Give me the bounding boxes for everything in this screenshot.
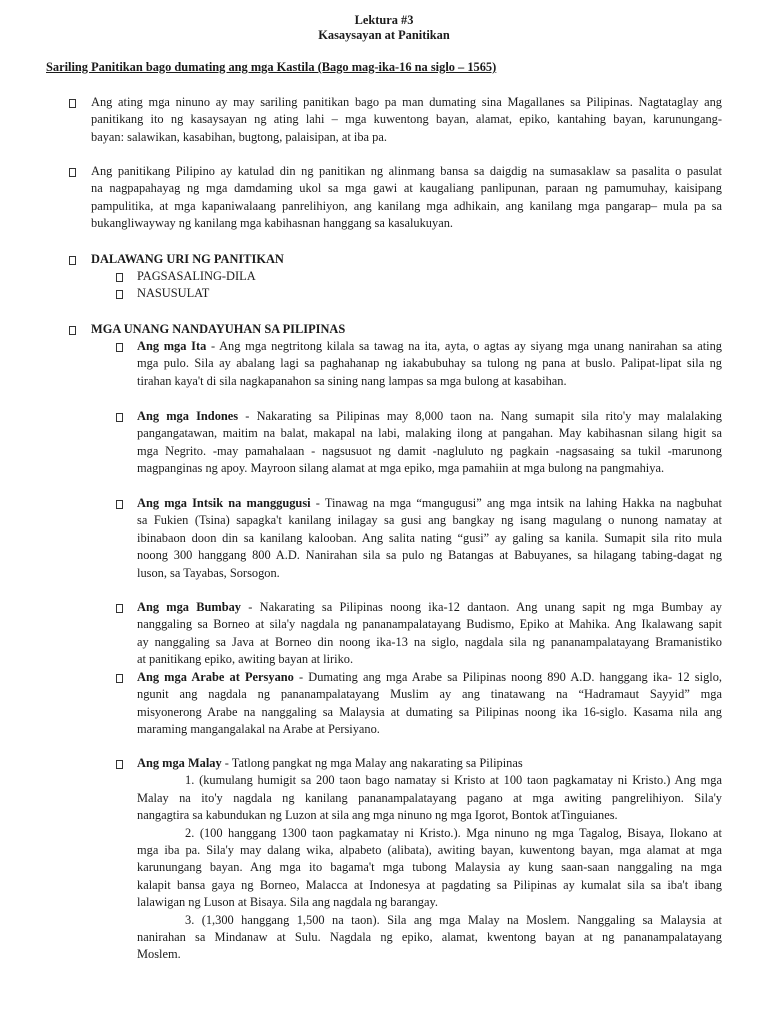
text-line: nangagtira sa kabundukan ng Luzon at sila ang mga ninuno ng mga Igorot, Bontok atTinguianes.: [137, 808, 618, 823]
malay-intro: - Tatlong pangkat ng mga Malay ang nakarating sa Pilipinas: [221, 756, 523, 770]
text-line: Moslem.: [137, 947, 181, 962]
arabe-paragraph: [137, 669, 722, 739]
text-line: ngunit ang nagdala ng pananampalatayang Muslim ay ang tinatawang na “Hadramaut Sayyid” mga: [137, 687, 722, 702]
lecture-title: Lektura #3: [354, 13, 414, 27]
ita-paragraph: [137, 338, 722, 390]
intsik-paragraph: [137, 495, 722, 582]
text-line: panitikang ito ng kasaysayan ng ating lahi – mga kuwentong bayan, alamat, epiko, kantahing bayan, karunungang-: [91, 112, 722, 127]
text-line: mga iba pa. Sila'y may dalang wika, alpabeto (alibata), awiting bayan, kuwentong bayan, mga alamat at mga: [137, 843, 722, 858]
text-line: Ang ating mga ninuno ay may sariling panitikan bago pa man dumating sina Magallanes sa Pilipinas. Nagtataglay ang: [91, 95, 722, 109]
text-line: bukangliwayway ng kanilang mga kabihasnan hanggang sa kasalukuyan.: [91, 216, 453, 231]
text-line: misyonerong Arabe na nanggaling sa Malaysia at dumating sa Pilipinas noong ika 16-siglo. Kasama nila ang: [137, 704, 722, 719]
bullet-icon: [69, 168, 76, 177]
text-line: lalawigan ng Luson at Bisaya. Sila ang nagdala ng barangay.: [137, 895, 438, 910]
text-line: karunungang bayan. Ang mga ito bagama't mga tubong Malaysia ay kung saan-saan nanggaling na mga: [137, 860, 722, 875]
sub-bullet-icon: [116, 343, 123, 352]
text-line: - Nakarating sa Pilipinas may 8,000 taon na. Nang sumapit sila rito'y may malalaking: [238, 409, 722, 423]
uri-item-nasusulat: NASUSULAT: [137, 286, 210, 300]
text-line: kalapit bansa gaya ng Borneo, Malacca at Indonesya at pagdating sa Pilipinas ay kumalat sila sa iba't ibang: [137, 877, 722, 892]
intsik-name: Ang mga Intsik na manggugusi: [137, 496, 311, 510]
text-line: tirahan kaya't di sila nagkapanahon sa sining nang lampas sa mga bulong at kasabihan.: [137, 373, 567, 388]
bullet-icon: [69, 256, 76, 265]
sub-bullet-icon: [116, 760, 123, 769]
sub-bullet-icon: [116, 500, 123, 509]
arabe-name: Ang mga Arabe at Persyano: [137, 670, 294, 684]
text-line: bayan: salawikan, kasabihan, bugtong, palaisipan, at iba pa.: [91, 129, 387, 144]
text-line: magpanginas ng apoy. Mayroon silang alamat at mga epiko, mga pamahiin at mga bulong na pangmahiya.: [137, 461, 665, 476]
text-line: pangangatawan, maitim na balat, makapal na labi, malaking ilong at pangahan. May kabihasnan silang higit sa: [137, 426, 722, 441]
text-line: - Ang mga negtritong kilala sa tawag na ita, ayta, o agtas ay siyang mga unang nanirahan sa ating: [206, 339, 723, 353]
text-line: na nagpapahayag ng mga damdaming ukol sa mga gawi at kaugaliang panlipunan, paraan ng pamumuhay, kaisipang: [91, 181, 722, 196]
sub-bullet-icon: [116, 674, 123, 683]
text-line: ibinabaon doon din sa kanilang kalooban. Ang salita nating “gusi” ay galing sa kanila. Sumapit sila rito mula: [137, 530, 722, 545]
ita-name: Ang mga Ita: [137, 339, 207, 353]
text-line: - Nakarating sa Pilipinas noong ika-12 dantaon. Ang unang sapit ng mga Bumbay ay: [241, 600, 722, 614]
malay-paragraph: [137, 755, 722, 964]
text-line: nanggaling sa Borneo at sila'y nagdala ng pananampalatayang Budismo, Epiko at Mahika. Ang Ikalawang sapit: [137, 617, 722, 632]
text-line: luson, sa Tayabas, Sorsogon.: [137, 565, 280, 580]
text-line: mga Negrito. -may pamahalaan - nagsusuot ng damit -nagluluto ng pagkain -nagsasaing sa tukil -marunong: [137, 443, 722, 458]
text-line: 3. (1,300 hanggang 1,500 na taon). Sila ang mga Malay na Moslem. Nanggaling sa Malaysia at: [185, 912, 722, 927]
indones-name: Ang mga Indones: [137, 409, 239, 423]
uri-item-pagsasaling-dila: PAGSASALING-DILA: [137, 269, 256, 283]
text-line: nanirahan sa Mindanaw at Sulu. Nagdala ng epiko, alamat, kwentong bayan at ng pananampalatayang: [137, 930, 722, 945]
text-line: mga pulo. Sila ay abalang lagi sa paghahanap ng iakabubuhay sa tulong ng pana at buslo. Palipat-lipat sila ng: [137, 356, 722, 371]
sub-bullet-icon: [116, 604, 123, 613]
text-line: ay nanggaling sa Java at Borneo din noong ika-13 na siglo, nagdala sila ng pananampalatayang Bramanistiko: [137, 634, 722, 649]
nandayuhan-heading: MGA UNANG NANDAYUHAN SA PILIPINAS: [91, 322, 346, 336]
intro-paragraph-1: [91, 94, 722, 146]
bumbay-paragraph: [137, 599, 722, 669]
uri-heading: DALAWANG URI NG PANITIKAN: [91, 252, 284, 266]
sub-bullet-icon: [116, 290, 123, 299]
intro-paragraph-2: [91, 163, 722, 233]
sub-bullet-icon: [116, 413, 123, 422]
bumbay-name: Ang mga Bumbay: [137, 600, 241, 614]
text-line: sa Fukien (Tsina) sapagka't kanilang inilagay sa gusi ang bangkay ng isang magulang o nunong namatay at: [137, 513, 722, 528]
section-title: Sariling Panitikan bago dumating ang mga Kastila (Bago mag-ika-16 na siglo – 1565): [46, 60, 497, 74]
text-line: - Dumating ang mga Arabe sa Pilipinas noong 890 A.D. hanggang ika- 12 siglo,: [293, 670, 722, 684]
text-line: maraming mangangalakal na Arabe at Persiyano.: [137, 722, 380, 737]
text-line: at panitikang epiko, awiting bayan at liriko.: [137, 652, 354, 667]
sub-bullet-icon: [116, 273, 123, 282]
indones-paragraph: [137, 408, 722, 478]
text-line: Ang panitikang Pilipino ay katulad din ng panitikan ng alinmang bansa sa daigdig na sumasaklaw sa pasalita o pasulat: [91, 164, 722, 178]
bullet-icon: [69, 326, 76, 335]
text-line: Malay na ito'y nagdala ng kanilang pananampalatayang pagano at mga awiting pangrelihiyon. Sila'y: [137, 790, 722, 805]
text-line: 1. (kumulang humigit sa 200 taon bago namatay si Kristo at 100 taon pagkamatay ni Kristo.) Ang mga: [185, 773, 722, 788]
bullet-icon: [69, 99, 76, 108]
text-line: noong 300 hanggang 800 A.D. Nanirahan sila sa pulo ng Batangas at Babuyanes, sa hilagang tabing-dagat ng: [137, 548, 722, 563]
text-line: 2. (100 hanggang 1300 taon pagkamatay ni Kristo.). Mga ninuno ng mga Tagalog, Bisaya, Ilokano at: [185, 825, 722, 840]
text-line: pampulitika, at mga kapaniwalaang panrelihiyon, ang kanilang mga adhikain, ang kanilang mga pangarap– mula pa sa: [91, 198, 722, 213]
lecture-subtitle: Kasaysayan at Panitikan: [318, 28, 450, 42]
malay-name: Ang mga Malay: [137, 756, 222, 770]
text-line: - Tinawag na mga “mangugusi” ang mga intsik na lahing Hakka na nagbuhat: [310, 496, 723, 510]
